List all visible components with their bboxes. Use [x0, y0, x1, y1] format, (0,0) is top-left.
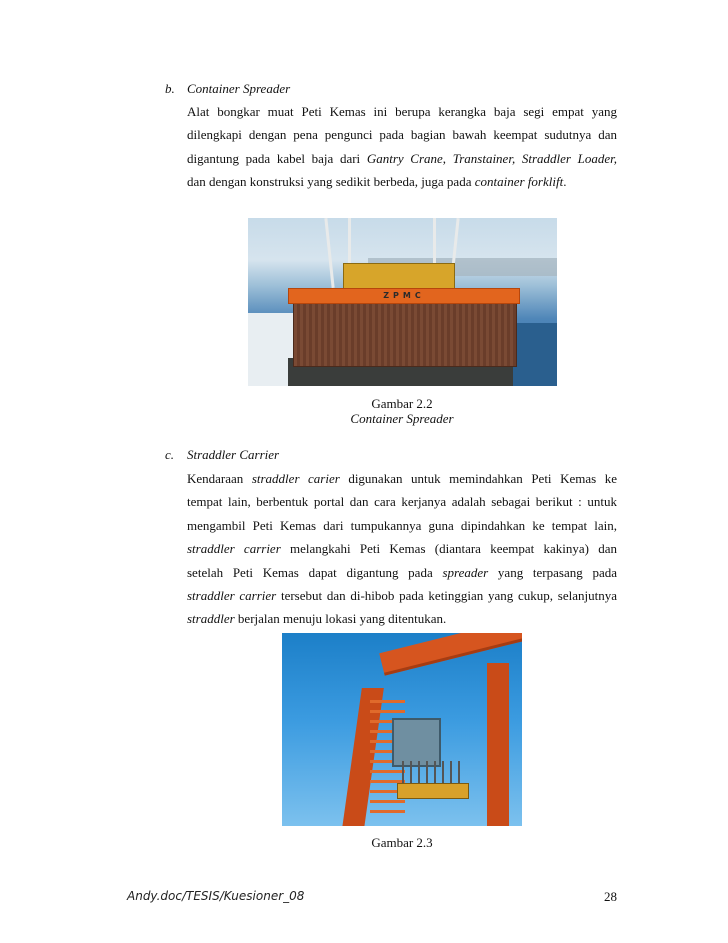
photo-spreader-frame [288, 288, 520, 304]
section-c-marker: c. [165, 447, 175, 462]
photo-cable [348, 218, 351, 268]
photo-spreader [397, 783, 469, 799]
container-spreader-photo [248, 218, 557, 386]
section-b-line: dan dengan konstruksi yang sedikit berbeda, juga pada container forklift. [187, 174, 567, 190]
section-b-line: dilengkapi dengan pena pengunci pada bagian bawah keempat sudutnya dan [187, 127, 617, 143]
photo-operator-cab [392, 718, 441, 767]
photo-trolley [343, 263, 455, 290]
section-b-title: Container Spreader [187, 81, 291, 96]
section-c-line: straddler berjalan menuju lokasi yang ditentukan. [187, 611, 447, 627]
section-c-line: straddler carrier melangkahi Peti Kemas (diantara keempat kakinya) dan [187, 541, 618, 557]
photo-container-stack [513, 323, 557, 386]
section-b-line: Alat bongkar muat Peti Kemas ini berupa kerangka baja segi empat yang [187, 104, 617, 119]
footer-document-path: Andy.doc/TESIS/Kuesioner_08 [127, 889, 305, 903]
figure-2-2-number: Gambar 2.2 [371, 396, 433, 411]
section-c-line: tempat lain, berbentuk portal dan cara kerjanya adalah sebagai berikut : untuk [187, 494, 617, 510]
section-c-line: straddler carrier tersebut dan di-hibob pada ketinggian yang cukup, selanjutnya [187, 588, 617, 604]
section-c-line: mengambil Peti Kemas dari tumpukannya guna dipindahkan ke tempat lain, [187, 517, 617, 533]
photo-gantry-leg [487, 663, 509, 826]
section-b-paragraph [187, 100, 617, 194]
section-b-line: digantung pada kabel baja dari Gantry Crane, Transtainer, Straddler Loader, [187, 150, 617, 166]
photo-container [293, 303, 517, 367]
photo-hoist-rig [402, 761, 462, 785]
page-number: 28 [604, 889, 617, 904]
section-c-title: Straddler Carrier [187, 447, 280, 462]
photo-cable [324, 218, 334, 288]
figure-2-3-number: Gambar 2.3 [371, 835, 433, 850]
section-c-paragraph [187, 467, 617, 631]
section-c-line: Kendaraan straddler carier digunakan untuk memindahkan Peti Kemas ke [187, 471, 617, 486]
straddle-carrier-photo [282, 633, 522, 826]
section-c-line: setelah Peti Kemas dapat digantung pada spreader yang terpasang pada [187, 564, 617, 580]
spreader-brand-label: ZPMC [383, 291, 425, 300]
section-b-marker: b. [165, 81, 175, 96]
photo-cable [433, 218, 436, 268]
figure-2-2-caption: Container Spreader [350, 411, 454, 426]
